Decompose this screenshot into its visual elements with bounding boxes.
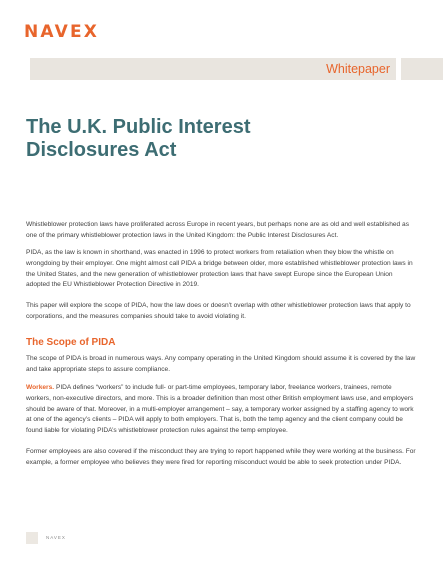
former-employees-paragraph: Former employees are also covered if the misconduct they are trying to report happened while they were working at the business. For example, a former employee who believes they were fired for reporting misconduct would be able to seek protection under PIDA. <box>26 448 416 466</box>
workers-paragraph <box>26 383 418 437</box>
page-title: The U.K. Public Interest Disclosures Act <box>26 116 251 161</box>
intro-paragraph-1: Whistleblower protection laws have proliferated across Europe in recent years, but perhaps none are as old and well established as one of the primary whistleblower protection laws in the United Kingdom: the Public Interest Disclosures Act. <box>26 221 410 239</box>
navex-logo: NAVEX <box>24 22 100 42</box>
workers-text: PIDA defines “workers” to include full- or part-time employees, temporary labor, freelance workers, trainees, remote workers, non-executive directors, and more. This is a broader definition than most other British employment laws use, and employers should be aware of that. Moreover, in a multi-employer arrangement – say, a temporary worker assigned by a staffing agency to work at one of the agency’s clients – PIDA will apply to both employers. That is, both the temp agency and the client company could be found liable for violating PIDA’s whistleblower protection rules against the temp employee. <box>26 384 414 435</box>
footer-page-box <box>26 532 38 544</box>
intro-paragraph-3: This paper will explore the scope of PIDA, how the law does or doesn't overlap with other whistleblower protection laws that apply to corporations, and the measures companies should take to avoid violating it. <box>26 302 411 320</box>
footer-brand: NAVEX <box>46 535 66 540</box>
doc-type-label: Whitepaper <box>326 62 390 76</box>
workers-lead: Workers. <box>26 384 55 391</box>
intro-paragraph-2: PIDA, as the law is known in shorthand, was enacted in 1996 to protect workers from retaliation when they blow the whistle on wrongdoing by their employer. One might almost call PIDA a bridge between older, more established whistleblower protection laws in the United States, and the new generation of whistleblower protection laws that have swept Europe since the European Union adopted the EU Whistleblower Protection Directive in 2019. <box>26 249 413 289</box>
scope-paragraph: The scope of PIDA is broad in numerous ways. Any company operating in the United Kingdom should assume it is covered by the law and take appropriate steps to assure compliance. <box>26 355 416 373</box>
section-heading: The Scope of PIDA <box>26 337 116 348</box>
